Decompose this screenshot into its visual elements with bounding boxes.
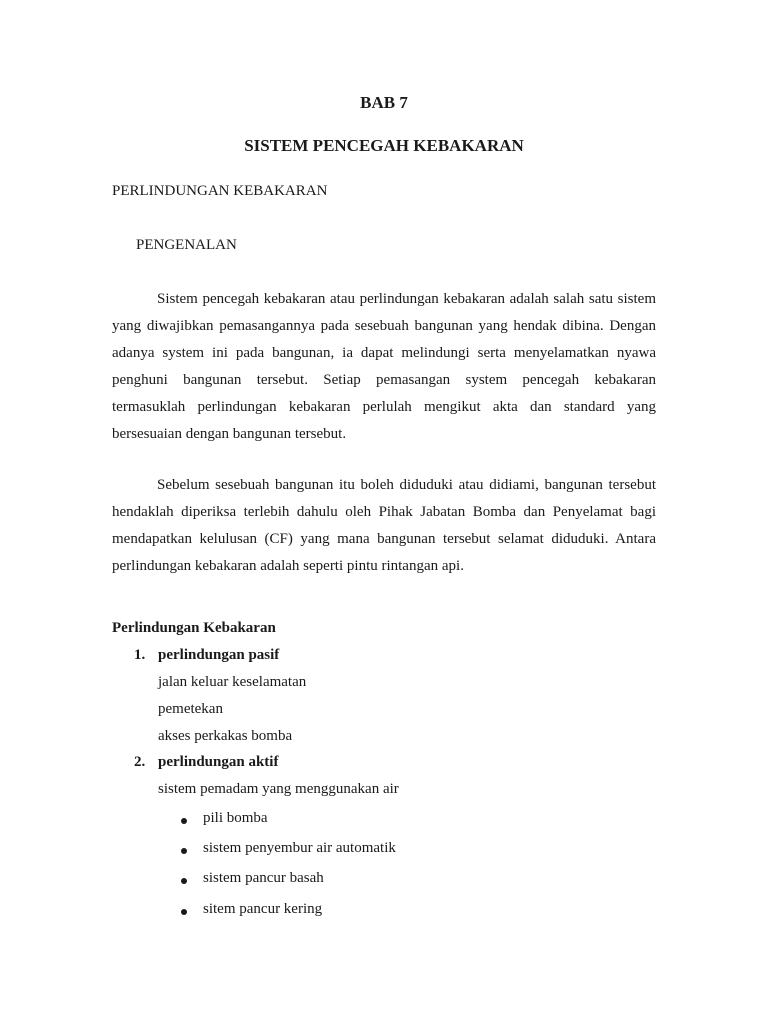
paragraph-line: hendaklah diperiksa terlebih dahulu oleh Pihak Jabatan Bomba dan Penyelamat bagi [112, 504, 656, 520]
paragraph-line: adanya system ini pada bangunan, ia dapat melindungi serta menyelamatkan nyawa [112, 345, 656, 361]
bullet-item: pili bomba [203, 810, 268, 826]
paragraph-line: penghuni bangunan tersebut. Setiap pemasangan system pencegah kebakaran [112, 372, 656, 388]
bullet-item: sitem pancur kering [203, 901, 323, 917]
list-subitem: sistem pemadam yang menggunakan air [158, 781, 399, 797]
bullet-item: sistem pancur basah [203, 870, 324, 886]
paragraph-line: Sebelum sesebuah bangunan itu boleh diduduki atau didiami, bangunan tersebut [157, 477, 656, 493]
list-subitem: jalan keluar keselamatan [158, 674, 307, 690]
paragraph-line: mendapatkan kelulusan (CF) yang mana bangunan tersebut selamat diduduki. Antara [112, 531, 656, 547]
section-heading: PERLINDUNGAN KEBAKARAN [112, 183, 328, 199]
paragraph-line: yang diwajibkan pemasangannya pada sesebuah bangunan yang hendak dibina. Dengan [112, 318, 656, 334]
list-number: 1. [134, 647, 146, 663]
list-number: 2. [134, 754, 146, 770]
paragraph-line: bersesuaian dengan bangunan tersebut. [112, 426, 347, 442]
bullet-item: sistem penyembur air automatik [203, 840, 396, 856]
list-subitem: akses perkakas bomba [158, 728, 293, 744]
paragraph-line: termasuklah perlindungan kebakaran perlulah mengikut akta dan standard yang [112, 399, 656, 415]
bullet-icon [181, 848, 187, 854]
paragraph-introduction [112, 286, 656, 448]
paragraph-line: perlindungan kebakaran adalah seperti pintu rintangan api. [112, 558, 464, 574]
bullet-icon [181, 909, 187, 915]
chapter-number: BAB 7 [360, 93, 408, 112]
subsection-heading: PENGENALAN [136, 237, 237, 253]
paragraph-inspection [112, 472, 656, 580]
list-item-title: perlindungan pasif [158, 647, 280, 663]
list-item-title: perlindungan aktif [158, 754, 279, 770]
bullet-icon [181, 878, 187, 884]
list-subitem: pemetekan [158, 701, 223, 717]
chapter-title: SISTEM PENCEGAH KEBAKARAN [244, 136, 524, 155]
list-heading: Perlindungan Kebakaran [112, 620, 276, 636]
bullet-icon [181, 818, 187, 824]
paragraph-line: Sistem pencegah kebakaran atau perlindungan kebakaran adalah salah satu sistem [157, 291, 656, 307]
